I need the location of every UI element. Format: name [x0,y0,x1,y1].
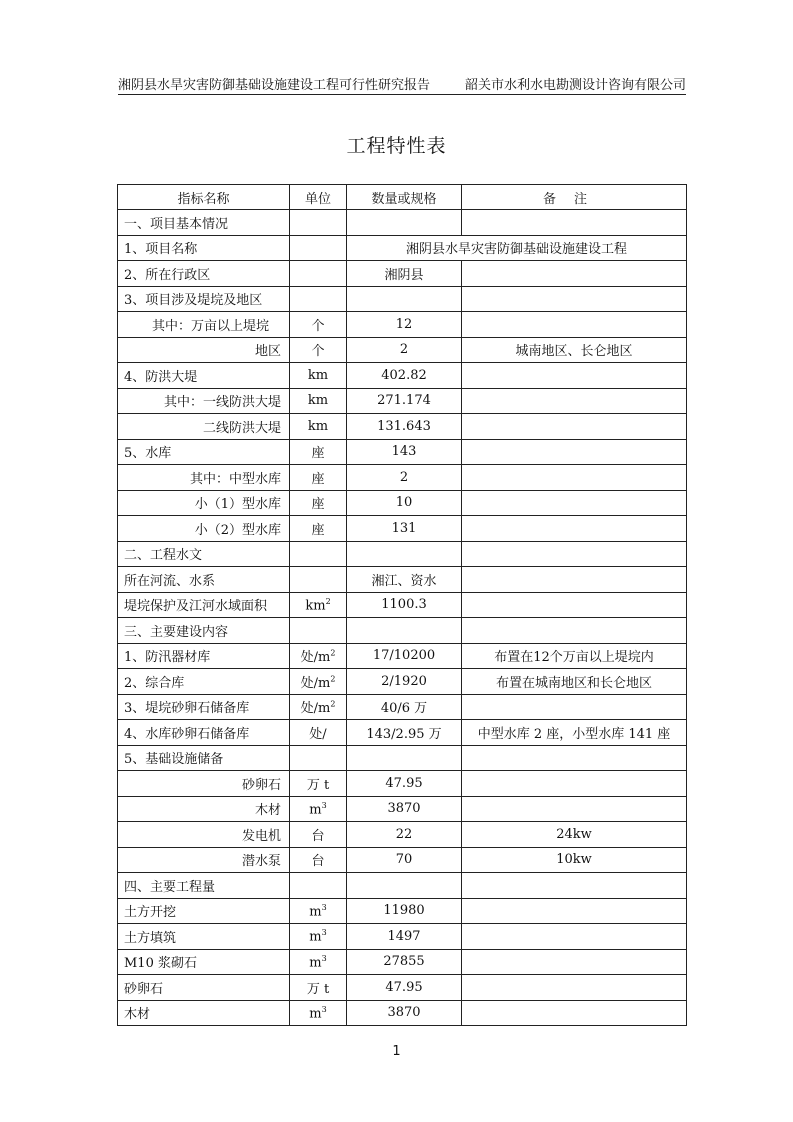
table-row [118,516,687,542]
cell-qty [347,541,462,567]
cell-name: 3、堤垸砂卵石储备库 [118,694,290,720]
cell-remark: 城南地区、长仑地区 [462,337,687,363]
cell-remark: 10kw [462,847,687,873]
table-row [118,822,687,848]
page-title: 工程特性表 [346,135,447,157]
table-row [118,847,687,873]
unit-superscript: 2 [325,596,331,606]
cell-unit: 万 t [290,771,347,797]
cell-qty: 11980 [347,898,462,924]
cell-unit [290,592,347,618]
cell-remark [462,414,687,440]
cell-qty: 3870 [347,796,462,822]
cell-unit: 台 [290,822,347,848]
cell-unit: km [290,414,347,440]
cell-remark [462,924,687,950]
cell-remark [462,949,687,975]
unit-text: 处/m [300,701,331,717]
page-number: 1 [392,1044,401,1059]
cell-unit [290,541,347,567]
cell-remark [462,286,687,312]
cell-name: 木材 [118,796,290,822]
cell-unit [290,286,347,312]
cell-remark [462,516,687,542]
unit-text: 处/m [300,675,331,691]
cell-remark [462,592,687,618]
cell-qty [347,286,462,312]
cell-name: 木材 [118,1000,290,1026]
cell-unit: 个 [290,337,347,363]
header-report-title: 湘阴县水旱灾害防御基础设施建设工程可行性研究报告 [118,78,431,93]
cell-remark [462,745,687,771]
cell-name: 所在河流、水系 [118,567,290,593]
unit-superscript: 2 [330,674,336,684]
cell-remark [462,771,687,797]
cell-name: 5、基础设施储备 [118,745,290,771]
table-row [118,694,687,720]
cell-qty [347,618,462,644]
cell-name: 2、综合库 [118,669,290,695]
table-row [118,975,687,1001]
cell-name: 二、工程水文 [118,541,290,567]
cell-remark [462,796,687,822]
cell-remark [462,312,687,338]
cell-qty: 131.643 [347,414,462,440]
cell-project-name: 湘阴县水旱灾害防御基础设施建设工程 [347,235,687,261]
cell-name: 其中：一线防洪大堤 [118,388,290,414]
cell-remark [462,694,687,720]
cell-remark [462,261,687,287]
cell-unit [290,235,347,261]
header-company: 韶关市水利水电勘测设计咨询有限公司 [464,78,686,93]
cell-unit [290,745,347,771]
cell-remark [462,439,687,465]
cell-name: 土方填筑 [118,924,290,950]
table-row [118,898,687,924]
page-header [118,74,686,95]
cell-remark: 布置在城南地区和长仑地区 [462,669,687,695]
cell-name: 小（2）型水库 [118,516,290,542]
cell-unit [290,643,347,669]
table-row [118,618,687,644]
cell-qty [347,745,462,771]
unit-text: m [309,929,322,945]
header-remark: 备注 [462,185,687,210]
cell-unit [290,898,347,924]
cell-qty: 70 [347,847,462,873]
table-row [118,745,687,771]
table-row [118,796,687,822]
cell-name: 其中：中型水库 [118,465,290,491]
cell-unit: 座 [290,490,347,516]
table-row [118,592,687,618]
cell-qty: 10 [347,490,462,516]
cell-unit: 座 [290,465,347,491]
cell-remark: 布置在12个万亩以上堤垸内 [462,643,687,669]
engineering-spec-table [117,184,687,1026]
cell-unit [290,796,347,822]
cell-unit [290,618,347,644]
table-row [118,720,687,746]
table-row [118,949,687,975]
cell-unit [290,873,347,899]
cell-name: 1、项目名称 [118,235,290,261]
cell-unit: 座 [290,516,347,542]
table-row [118,439,687,465]
cell-qty: 3870 [347,1000,462,1026]
unit-text: m [309,1005,322,1021]
table-row [118,210,687,236]
cell-name: 四、主要工程量 [118,873,290,899]
table-row [118,465,687,491]
cell-qty: 402.82 [347,363,462,389]
cell-unit [290,694,347,720]
header-qty: 数量或规格 [347,185,462,210]
cell-remark: 24kw [462,822,687,848]
cell-unit: km [290,388,347,414]
cell-qty [347,210,462,236]
cell-name: 4、防洪大堤 [118,363,290,389]
cell-qty: 1497 [347,924,462,950]
cell-qty: 27855 [347,949,462,975]
cell-name: 2、所在行政区 [118,261,290,287]
cell-qty: 12 [347,312,462,338]
cell-unit [290,567,347,593]
cell-qty: 271.174 [347,388,462,414]
cell-name: 发电机 [118,822,290,848]
unit-text: m [309,801,322,817]
unit-text: km [305,597,326,613]
cell-remark [462,210,687,236]
cell-unit: km [290,363,347,389]
unit-superscript: 3 [321,1004,327,1014]
cell-qty: 湘江、资水 [347,567,462,593]
cell-unit [290,924,347,950]
cell-remark [462,465,687,491]
cell-qty: 湘阴县 [347,261,462,287]
unit-superscript: 3 [321,800,327,810]
cell-qty: 17/10200 [347,643,462,669]
cell-qty: 143/2.95 万 [347,720,462,746]
table-row [118,873,687,899]
table-row [118,567,687,593]
cell-remark [462,975,687,1001]
cell-qty [347,873,462,899]
cell-remark [462,490,687,516]
table-row [118,1000,687,1026]
cell-qty: 143 [347,439,462,465]
table-row [118,312,687,338]
cell-name: 3、项目涉及堤垸及地区 [118,286,290,312]
cell-remark: 中型水库 2 座，小型水库 141 座 [462,720,687,746]
cell-remark [462,618,687,644]
header-name: 指标名称 [118,185,290,210]
cell-unit [290,210,347,236]
table-row [118,541,687,567]
table-header-row [118,185,687,210]
unit-text: m [309,903,322,919]
cell-qty: 22 [347,822,462,848]
cell-name: 潜水泵 [118,847,290,873]
cell-unit: 台 [290,847,347,873]
unit-text: m [309,954,322,970]
cell-remark [462,873,687,899]
unit-text: 处/m [300,650,331,666]
cell-qty: 2/1920 [347,669,462,695]
cell-unit: 万 t [290,975,347,1001]
cell-name: 地区 [118,337,290,363]
cell-remark [462,1000,687,1026]
table-row [118,643,687,669]
cell-name: 5、水库 [118,439,290,465]
cell-unit: 个 [290,312,347,338]
table-row [118,414,687,440]
cell-remark [462,898,687,924]
cell-name: 砂卵石 [118,771,290,797]
table-row [118,337,687,363]
table-row [118,669,687,695]
unit-superscript: 2 [330,699,336,709]
cell-name: 1、防汛器材库 [118,643,290,669]
cell-qty: 2 [347,465,462,491]
cell-unit: 处/ [290,720,347,746]
table-row [118,924,687,950]
cell-name: 堤垸保护及江河水域面积 [118,592,290,618]
cell-qty: 131 [347,516,462,542]
cell-name: 二线防洪大堤 [118,414,290,440]
cell-name: 砂卵石 [118,975,290,1001]
cell-unit [290,949,347,975]
unit-superscript: 3 [321,902,327,912]
cell-name: 4、水库砂卵石储备库 [118,720,290,746]
cell-unit [290,1000,347,1026]
cell-remark [462,363,687,389]
cell-qty: 47.95 [347,975,462,1001]
cell-remark [462,541,687,567]
cell-qty: 1100.3 [347,592,462,618]
cell-qty: 40/6 万 [347,694,462,720]
cell-unit [290,669,347,695]
cell-qty: 47.95 [347,771,462,797]
cell-qty: 2 [347,337,462,363]
table-row [118,388,687,414]
table-row [118,363,687,389]
cell-name: 小（1）型水库 [118,490,290,516]
table-row [118,490,687,516]
cell-unit [290,261,347,287]
cell-unit: 座 [290,439,347,465]
table-row [118,286,687,312]
cell-name: 一、项目基本情况 [118,210,290,236]
cell-remark [462,567,687,593]
table-row [118,771,687,797]
cell-remark [462,388,687,414]
unit-superscript: 3 [321,928,327,938]
cell-name: 三、主要建设内容 [118,618,290,644]
table-row [118,261,687,287]
unit-superscript: 2 [330,648,336,658]
table-row [118,235,687,261]
cell-name: M10 浆砌石 [118,949,290,975]
cell-name: 其中：万亩以上堤垸 [118,312,290,338]
unit-superscript: 3 [321,953,327,963]
header-unit: 单位 [290,185,347,210]
cell-name: 土方开挖 [118,898,290,924]
